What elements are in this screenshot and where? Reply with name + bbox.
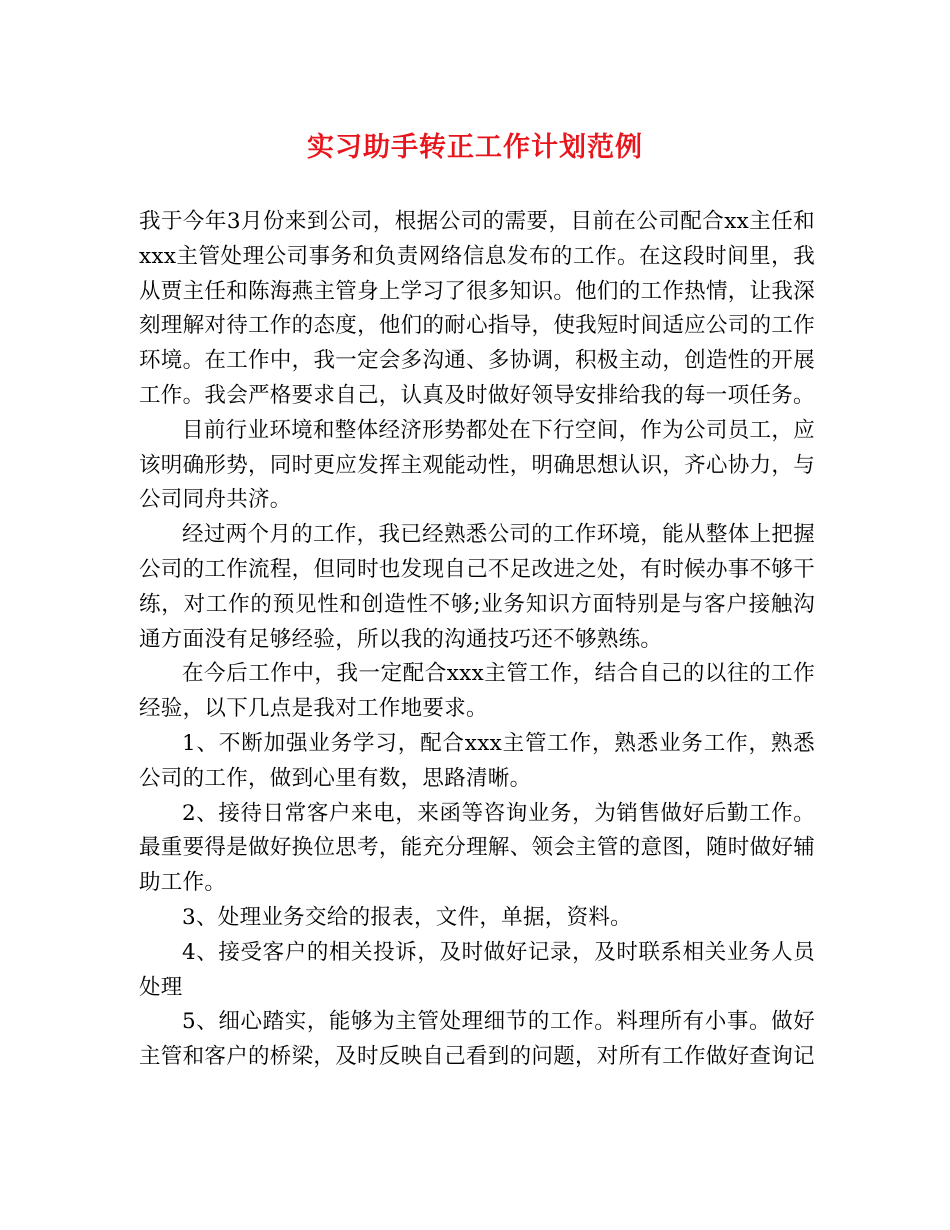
document-title: 实习助手转正工作计划范例 — [307, 132, 643, 163]
paragraph-1: 我于今年3月份来到公司，根据公司的需要，目前在公司配合xx主任和xxx主管处理公司事务和负责网络信息发布的工作。在这段时间里，我从贾主任和陈海燕主管身上学习了很多知识。他们的工作热情，让我深刻理解对待工作的态度，他们的耐心指导，使我短时间适应公司的工作环境。在工作中，我一定会多沟通、多协调，积极主动，创造性的开展工作。我会严格要求自己，认真及时做好领导安排给我的每一项任务。 — [139, 209, 815, 408]
paragraph-4: 在今后工作中，我一定配合xxx主管工作，结合自己的以往的工作经验，以下几点是我对工作地要求。 — [139, 661, 815, 722]
list-item-1: 1、不断加强业务学习，配合xxx主管工作，熟悉业务工作，熟悉公司的工作，做到心里有数，思路清晰。 — [139, 730, 815, 791]
list-item-4: 4、接受客户的相关投诉，及时做好记录，及时联系相关业务人员处理 — [139, 939, 815, 1000]
list-item-5: 5、细心踏实，能够为主管处理细节的工作。料理所有小事。做好主管和客户的桥梁，及时反映自己看到的问题，对所有工作做好查询记 — [139, 1009, 815, 1070]
list-item-3: 3、处理业务交给的报表，文件，单据，资料。 — [182, 904, 632, 930]
document-body — [139, 205, 815, 1075]
list-item-2: 2、接待日常客户来电，来函等咨询业务，为销售做好后勤工作。最重要得是做好换位思考，能充分理解、领会主管的意图，随时做好辅助工作。 — [139, 800, 815, 896]
paragraph-3: 经过两个月的工作，我已经熟悉公司的工作环境，能从整体上把握公司的工作流程，但同时也发现自己不足改进之处，有时候办事不够干练，对工作的预见性和创造性不够;业务知识方面特别是与客户接触沟通方面没有足够经验，所以我的沟通技巧还不够熟练。 — [139, 522, 815, 652]
paragraph-2: 目前行业环境和整体经济形势都处在下行空间，作为公司员工，应该明确形势，同时更应发挥主观能动性，明确思想认识，齐心协力，与公司同舟共济。 — [139, 417, 815, 513]
